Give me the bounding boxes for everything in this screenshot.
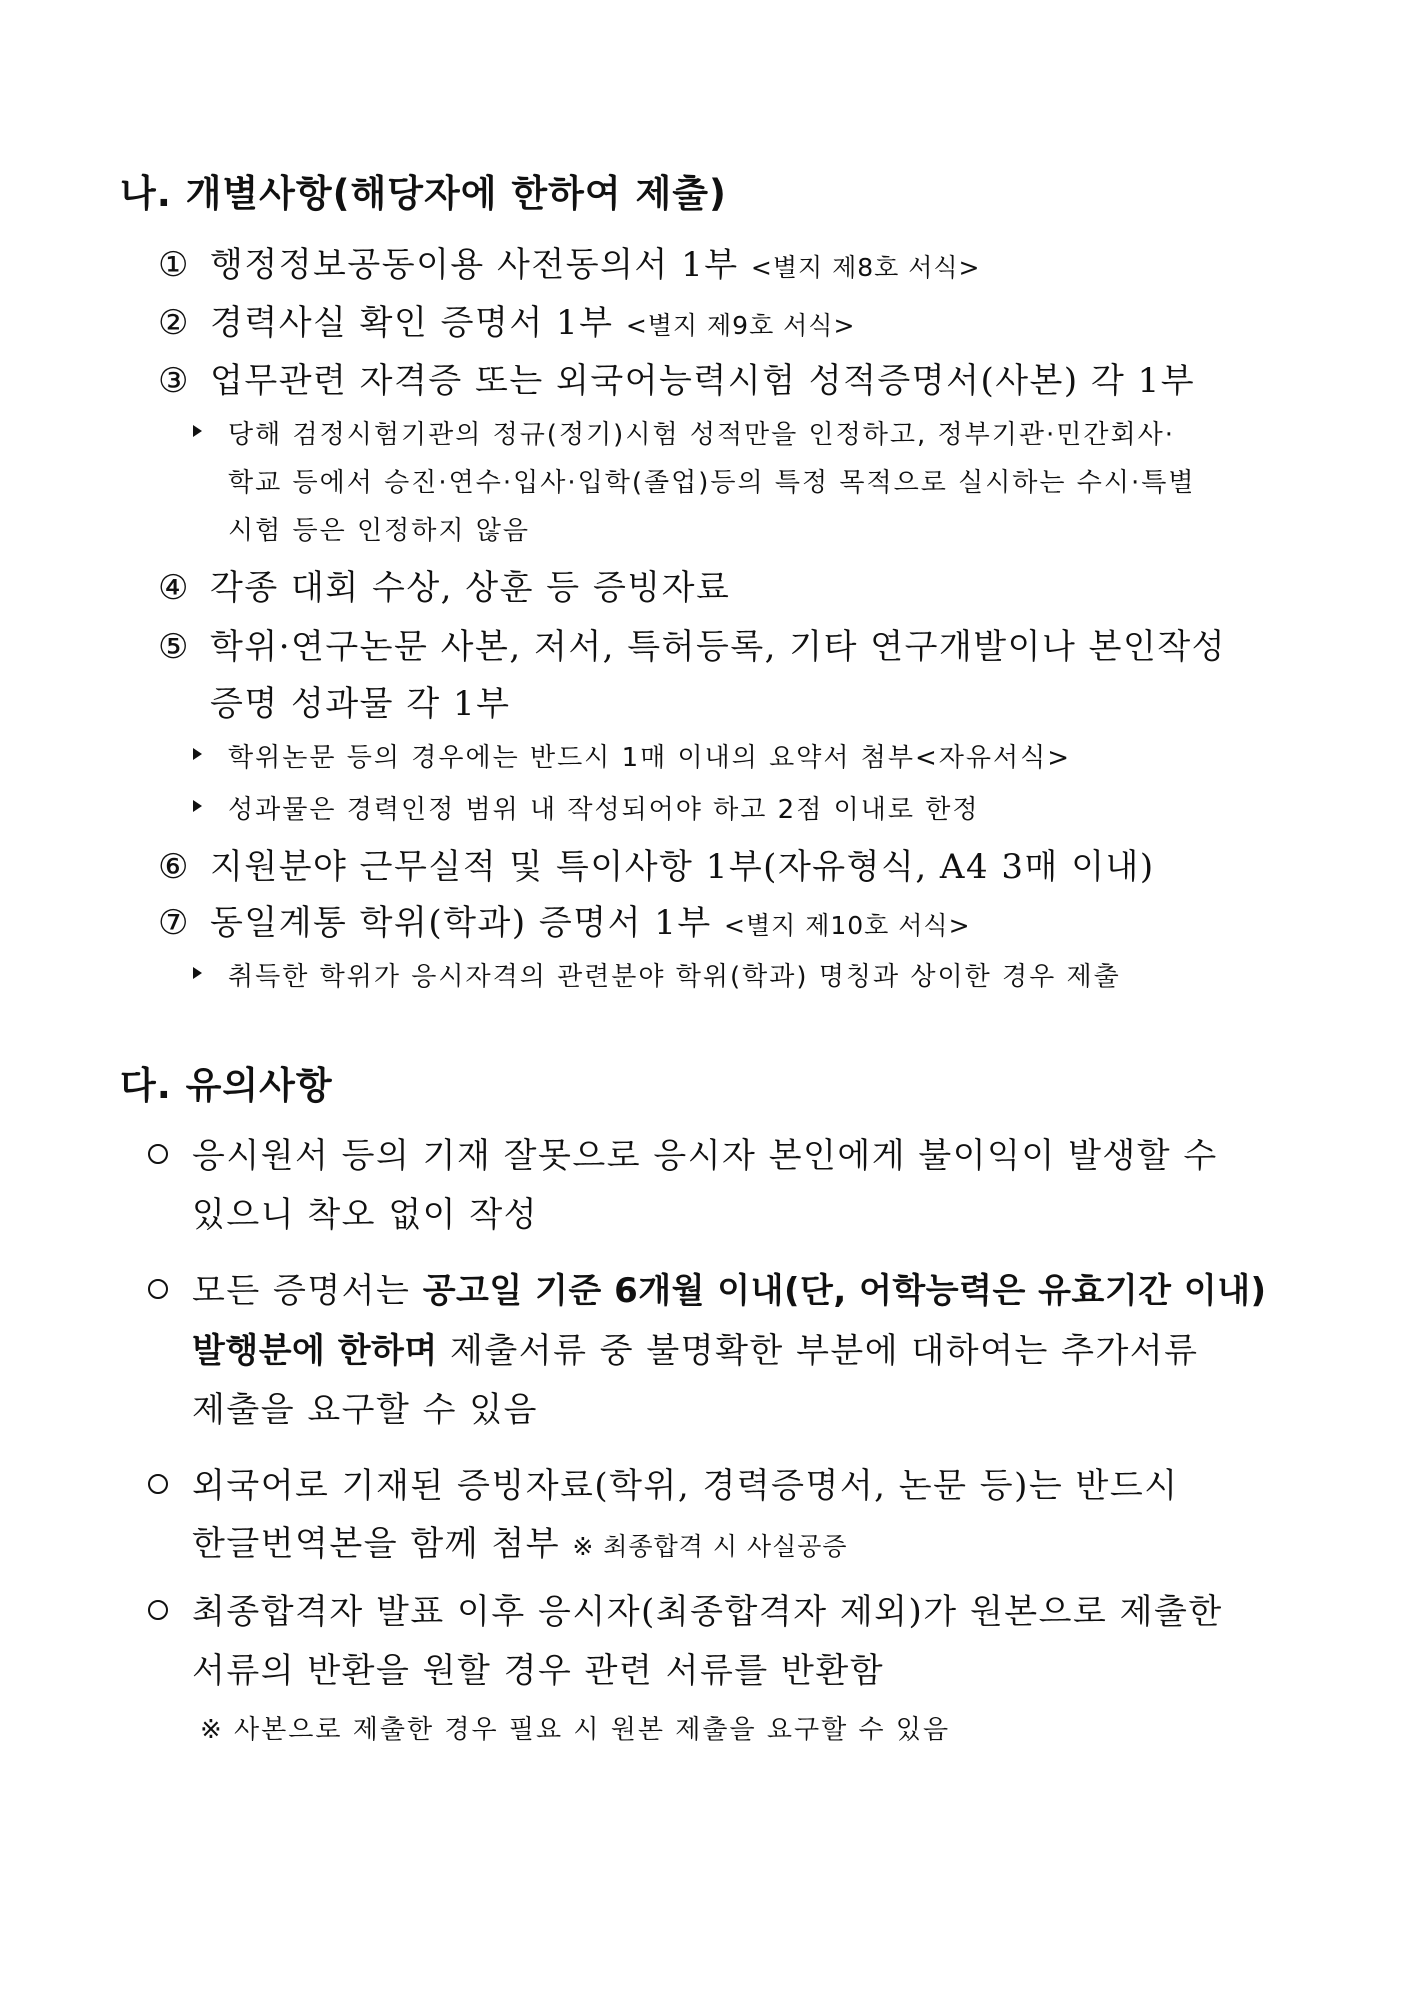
triangle-bullet-icon — [193, 748, 202, 760]
item-text: 동일계통 학위(학과) 증명서 1부 — [210, 903, 712, 943]
item-3-note-line-1: 당해 검정시험기관의 정규(정기)시험 성적만을 인정하고, 정부기관·민간회사· — [228, 420, 1176, 450]
item-2 — [158, 295, 855, 344]
form-note: <별지 제10호 서식> — [724, 911, 971, 940]
caution-3-text: 한글번역본을 함께 첨부 — [192, 1524, 561, 1564]
item-3 — [158, 353, 1195, 402]
item-text: 학위·연구논문 사본, 저서, 특허등록, 기타 연구개발이나 본인작성 — [210, 627, 1227, 667]
item-5-note-a: 학위논문 등의 경우에는 반드시 1매 이내의 요약서 첨부<자유서식> — [228, 743, 1071, 773]
item-5-note-b: 성과물은 경력인정 범위 내 작성되어야 하고 2점 이내로 한정 — [228, 795, 980, 825]
caution-2-line-1 — [192, 1263, 1267, 1312]
caution-4-line-2: 서류의 반환을 원할 경우 관련 서류를 반환함 — [192, 1651, 885, 1691]
circle-bullet-icon — [148, 1600, 168, 1620]
caution-2-rest: 제출서류 중 불명확한 부분에 대하여는 추가서류 — [437, 1331, 1199, 1371]
caution-1-line-1: 응시원서 등의 기재 잘못으로 응시자 본인에게 불이익이 발생할 수 — [192, 1136, 1218, 1176]
item-text: 행정정보공동이용 사전동의서 1부 — [210, 245, 739, 285]
item-7 — [158, 895, 971, 944]
caution-4-note: ※ 사본으로 제출한 경우 필요 시 원본 제출을 요구할 수 있음 — [200, 1715, 951, 1745]
item-4 — [158, 560, 730, 609]
circle-bullet-icon — [148, 1279, 168, 1299]
item-3-note-line-2: 학교 등에서 승진·연수·입사·입학(졸업)등의 특정 목적으로 실시하는 수시·특별 — [228, 468, 1196, 498]
caution-3-line-2 — [192, 1516, 848, 1565]
form-note: <별지 제8호 서식> — [750, 253, 981, 282]
circle-bullet-icon — [148, 1474, 168, 1494]
item-number: ⑤ — [158, 627, 190, 667]
caution-2-line-2 — [192, 1323, 1198, 1372]
item-5-continuation: 증명 성과물 각 1부 — [210, 684, 511, 724]
item-number: ② — [158, 303, 190, 343]
circle-bullet-icon — [148, 1144, 168, 1164]
caution-3-line-1: 외국어로 기재된 증빙자료(학위, 경력증명서, 논문 등)는 반드시 — [192, 1466, 1179, 1506]
item-text: 지원분야 근무실적 및 특이사항 1부(자유형식, A4 3매 이내) — [210, 847, 1155, 887]
item-number: ④ — [158, 568, 190, 608]
caution-2-emphasis-2: 발행분에 한하며 — [192, 1331, 438, 1371]
triangle-bullet-icon — [193, 425, 202, 437]
item-text: 경력사실 확인 증명서 1부 — [210, 303, 614, 343]
caution-2-emphasis-1: 공고일 기준 6개월 이내(단, 어학능력은 유효기간 이내) — [422, 1271, 1267, 1311]
item-number: ⑦ — [158, 903, 190, 943]
triangle-bullet-icon — [193, 967, 202, 979]
triangle-bullet-icon — [193, 800, 202, 812]
caution-2-intro: 모든 증명서는 — [192, 1271, 423, 1311]
item-text: 업무관련 자격증 또는 외국어능력시험 성적증명서(사본) 각 1부 — [210, 361, 1196, 401]
item-number: ③ — [158, 361, 190, 401]
item-5 — [158, 619, 1226, 668]
caution-3-note: ※ 최종합격 시 사실공증 — [572, 1532, 848, 1561]
section-heading-na: 나. 개별사항(해당자에 한하여 제출) — [120, 172, 727, 215]
caution-1-line-2: 있으니 착오 없이 작성 — [192, 1195, 539, 1235]
item-number: ⑥ — [158, 847, 190, 887]
section-heading-da: 다. 유의사항 — [120, 1064, 333, 1107]
item-number: ① — [158, 245, 190, 285]
item-6 — [158, 839, 1155, 888]
caution-4-line-1: 최종합격자 발표 이후 응시자(최종합격자 제외)가 원본으로 제출한 — [192, 1592, 1223, 1632]
item-text: 각종 대회 수상, 상훈 등 증빙자료 — [210, 568, 731, 608]
item-3-note-line-3: 시험 등은 인정하지 않음 — [228, 516, 530, 546]
form-note: <별지 제9호 서식> — [625, 311, 856, 340]
caution-2-line-3: 제출을 요구할 수 있음 — [192, 1390, 539, 1430]
item-7-note: 취득한 학위가 응시자격의 관련분야 학위(학과) 명칭과 상이한 경우 제출 — [228, 962, 1121, 992]
item-1 — [158, 237, 980, 286]
